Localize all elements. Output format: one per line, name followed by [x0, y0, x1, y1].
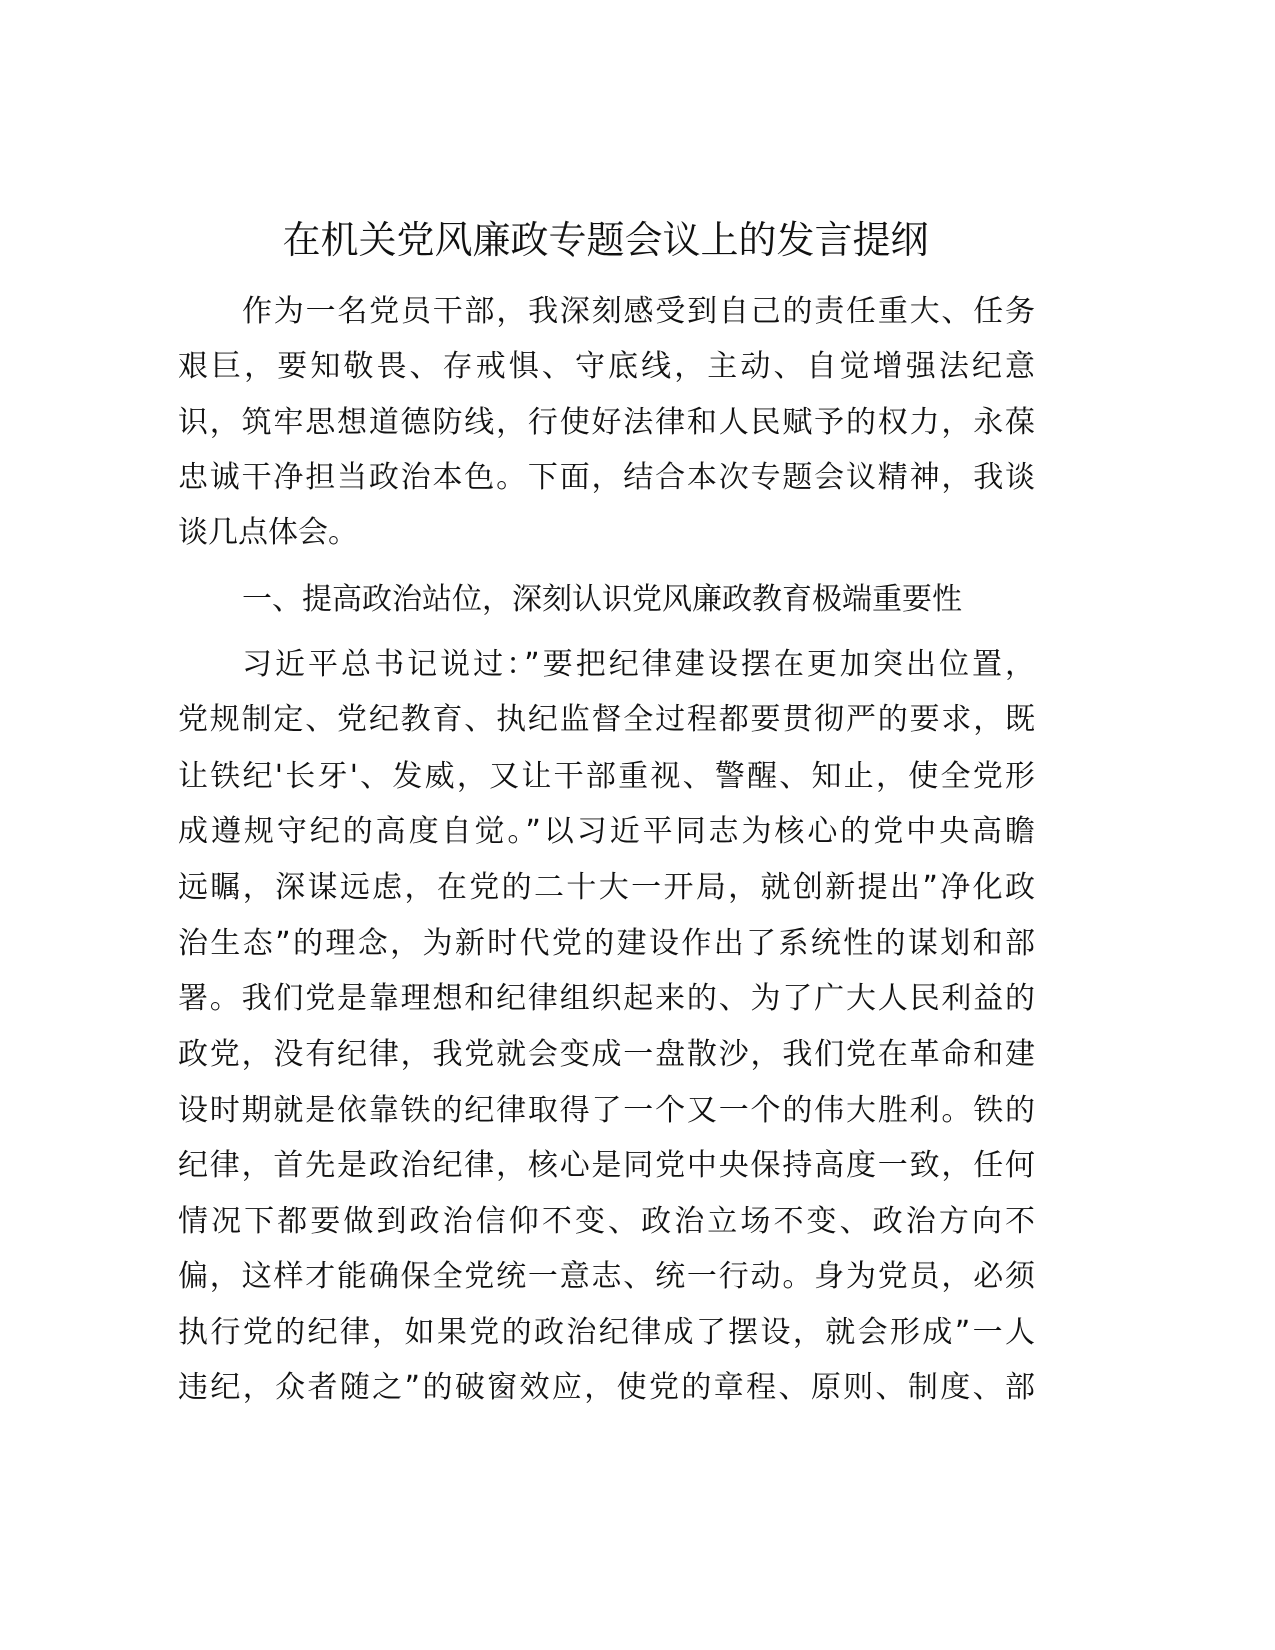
paragraph-line: 政党，没有纪律，我党就会变成一盘散沙，我们党在革命和建	[178, 1037, 1035, 1072]
paragraph-line: 识，筑牢思想道德防线，行使好法律和人民赋予的权力，永葆	[178, 405, 1035, 440]
paragraph-line: 设时期就是依靠铁的纪律取得了一个又一个的伟大胜利。铁的	[178, 1093, 1035, 1128]
paragraph-line: 让铁纪'长牙'、发威，又让干部重视、警醒、知止，使全党形	[178, 759, 1035, 794]
paragraph-line: 情况下都要做到政治信仰不变、政治立场不变、政治方向不	[178, 1204, 1035, 1239]
paragraph-line: 远瞩，深谋远虑，在党的二十大一开局，就创新提出”净化政	[178, 870, 1035, 905]
paragraph-line: 艰巨，要知敬畏、存戒惧、守底线，主动、自觉增强法纪意	[178, 349, 1035, 384]
paragraph-line: 偏，这样才能确保全党统一意志、统一行动。身为党员，必须	[178, 1259, 1035, 1294]
document-title: 在机关党风廉政专题会议上的发言提纲	[282, 218, 929, 262]
paragraph-line: 治生态”的理念，为新时代党的建设作出了系统性的谋划和部	[178, 926, 1035, 961]
paragraph-line: 违纪，众者随之”的破窗效应，使党的章程、原则、制度、部	[178, 1370, 1035, 1405]
paragraph-line: 忠诚干净担当政治本色。下面，结合本次专题会议精神，我谈	[178, 460, 1035, 495]
paragraph-line: 署。我们党是靠理想和纪律组织起来的、为了广大人民利益的	[178, 981, 1035, 1016]
paragraph-line: 习近平总书记说过：”要把纪律建设摆在更加突出位置，	[242, 647, 1035, 682]
section-heading: 一、提高政治站位，深刻认识党风廉政教育极端重要性	[242, 582, 962, 617]
paragraph-line: 纪律，首先是政治纪律，核心是同党中央保持高度一致，任何	[178, 1148, 1035, 1183]
paragraph-line: 谈几点体会。	[178, 515, 358, 550]
paragraph-line: 作为一名党员干部，我深刻感受到自己的责任重大、任务	[242, 294, 1035, 329]
paragraph-line: 成遵规守纪的高度自觉。”以习近平同志为核心的党中央高瞻	[178, 814, 1035, 849]
paragraph-line: 执行党的纪律，如果党的政治纪律成了摆设，就会形成”一人	[178, 1315, 1035, 1350]
paragraph-line: 党规制定、党纪教育、执纪监督全过程都要贯彻严的要求，既	[178, 702, 1035, 737]
